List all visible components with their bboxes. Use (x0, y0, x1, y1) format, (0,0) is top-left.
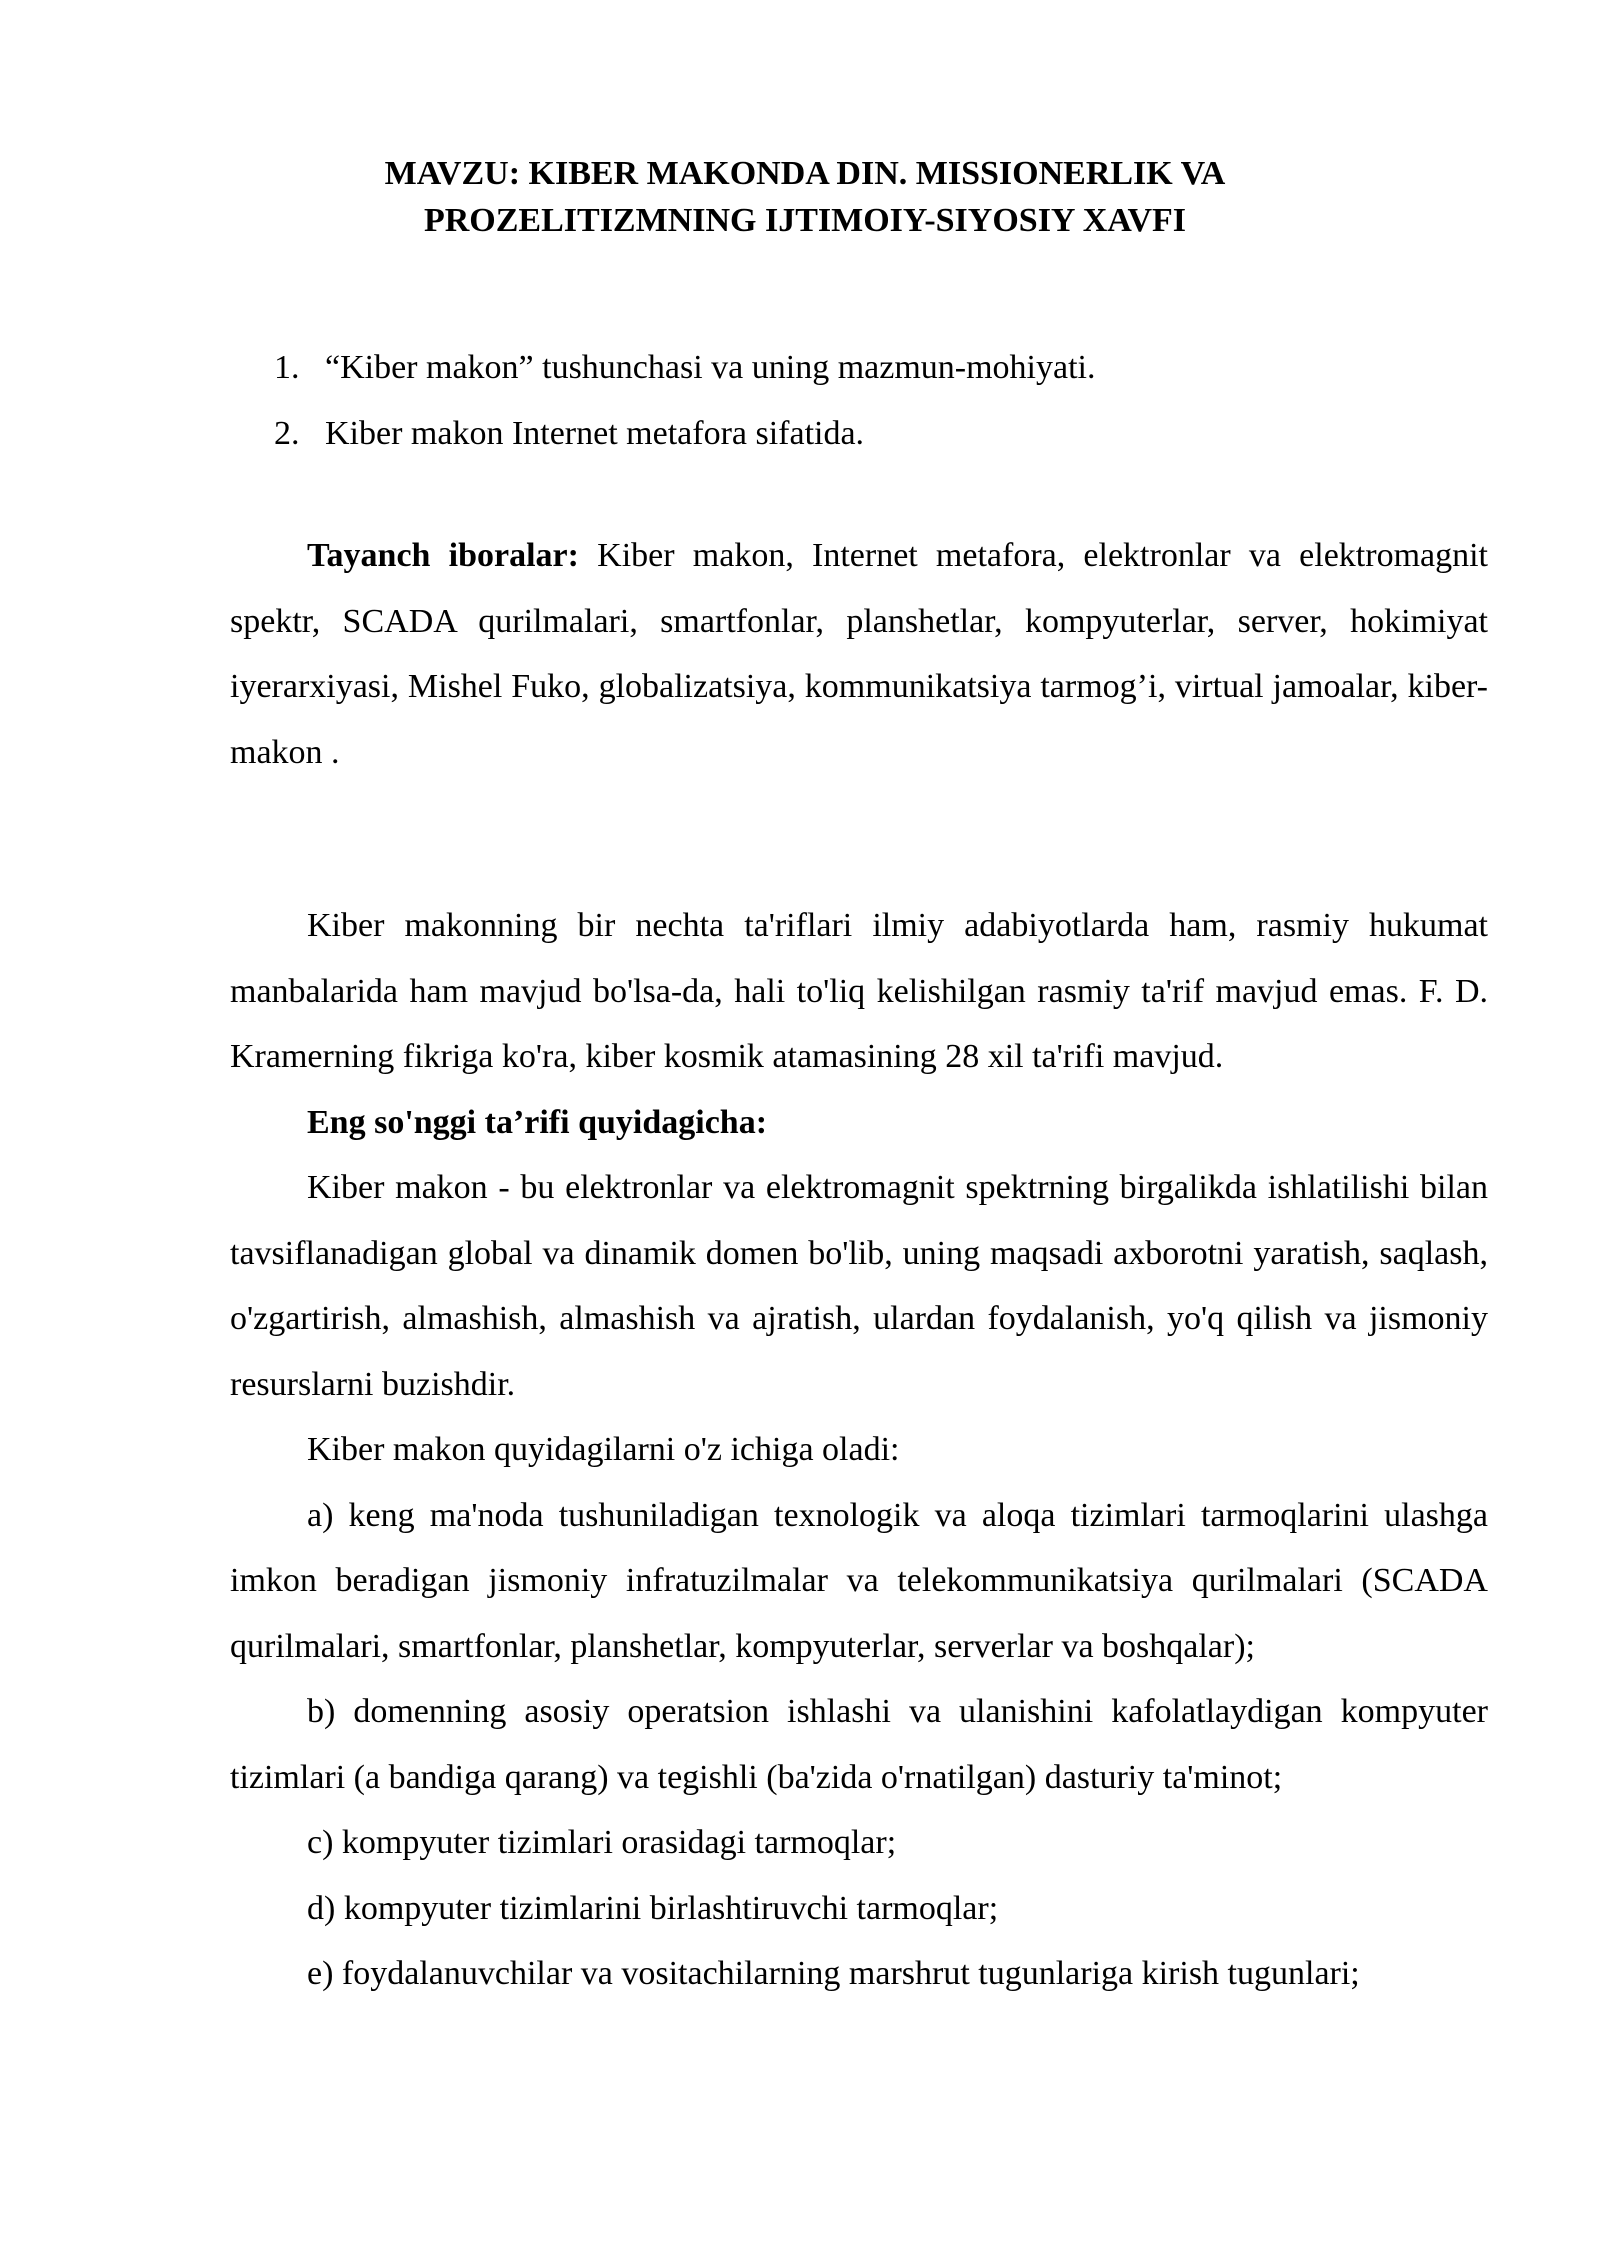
definition-paragraph: Kiber makon - bu elektronlar va elektromagnit spektrning birgalikda ishlatilishi bilan tavsiflanadigan global va dinamik domen bo'lib, uning maqsadi axborotni yaratish, saqlash, o'zgartirish, almashish, almashish va ajratish, ulardan foydalanish, yo'q qilish va jismoniy resurslarni buzishdir. (230, 1169, 1488, 1403)
title-line-2: PROZELITIZMNING IJTIMOIY-SIYOSIY XAVFI (423, 202, 1186, 239)
topic-outline (230, 335, 1380, 467)
list-item-e: e) foydalanuvchilar va vositachilarning marshrut tugunlariga kirish tugunlari; (307, 1955, 1360, 1992)
list-item-a: a) keng ma'noda tushuniladigan texnologik va aloqa tizimlari tarmoqlarini ulashga imkon beradigan jismoniy infratuzilmalar va telekommunikatsiya qurilmalari (SCADA qurilmalari, smartfonlar, planshetlar, kompyuterlar, serverlar va boshqalar); (230, 1496, 1488, 1665)
keywords-text: Kiber makon, Internet metafora, elektronlar va elektromagnit spektr, SCADA qurilmalari, smartfonlar, planshetlar, kompyuterlar, server, hokimiyat iyerarxiyasi, Mishel Fuko, globalizatsiya, kommunikatsiya tarmog’i, virtual jamoalar, kiber-makon . (230, 537, 1488, 771)
list-item-b: b) domenning asosiy operatsion ishlashi va ulanishini kafolatlaydigan kompyuter tizimlari (a bandiga qarang) va tegishli (ba'zida o'rnatilgan) dasturiy ta'minot; (230, 1693, 1488, 1796)
outline-text: “Kiber makon” tushunchasi va uning mazmun-mohiyati. (325, 349, 1096, 386)
keywords-section (230, 523, 1488, 785)
keywords-paragraph (230, 523, 1488, 785)
includes-paragraph: Kiber makon quyidagilarni o'z ichiga oladi: (307, 1431, 900, 1468)
outline-text: Kiber makon Internet metafora sifatida. (325, 415, 865, 452)
outline-number: 1. (274, 349, 300, 386)
intro-paragraph: Kiber makonning bir nechta ta'riflari ilmiy adabiyotlarda ham, rasmiy hukumat manbalarida ham mavjud bo'lsa-da, hali to'liq kelishilgan rasmiy ta'rif mavjud emas. F. D. Kramerning fikriga ko'ra, kiber kosmik atamasining 28 xil ta'rifi mavjud. (230, 907, 1488, 1075)
outline-item (230, 401, 1380, 467)
title-line-1: MAVZU: KIBER MAKONDA DIN. MISSIONERLIK VA (384, 155, 1226, 192)
list-item-c: c) kompyuter tizimlari orasidagi tarmoqlar; (307, 1824, 897, 1861)
list-item-d: d) kompyuter tizimlarini birlashtiruvchi tarmoqlar; (307, 1889, 999, 1927)
outline-item (230, 335, 1380, 401)
outline-number: 2. (274, 415, 300, 452)
document-title (230, 150, 1380, 244)
main-text (230, 893, 1488, 2007)
definition-heading: Eng so'nggi ta’rifi quyidagicha: (307, 1103, 768, 1141)
section-heading (230, 1090, 1488, 1156)
keywords-label: Tayanch iboralar: (307, 537, 579, 574)
